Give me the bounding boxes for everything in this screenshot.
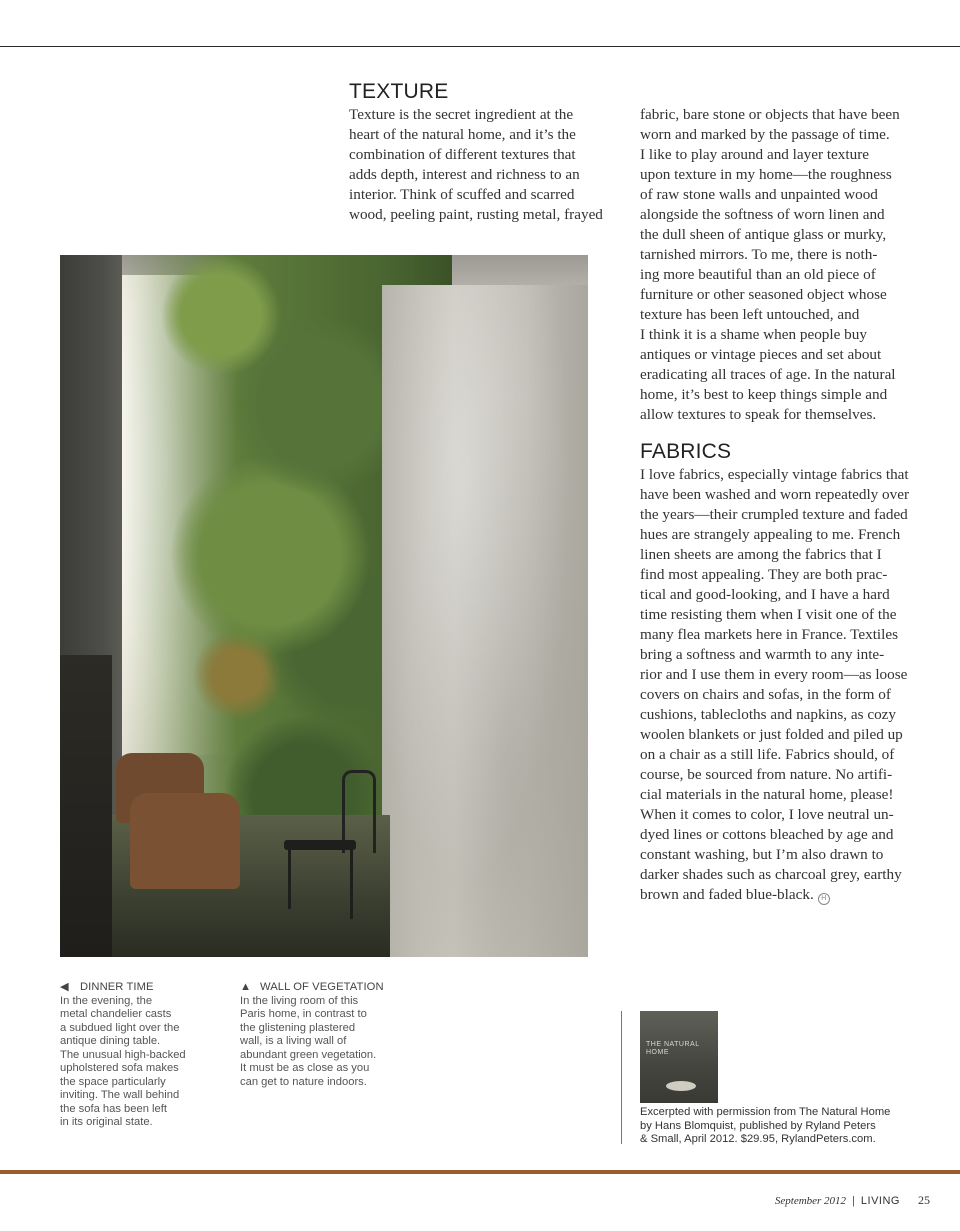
caption-line: abundant green vegetation. <box>240 1048 377 1061</box>
caption-title <box>60 981 186 995</box>
texture-column-2 <box>640 105 900 425</box>
text-line: cushions, tablecloths and napkins, as cozy <box>640 706 897 723</box>
texture-column-1 <box>349 105 603 225</box>
footer-separator: | <box>852 1195 855 1207</box>
credit-line: by Hans Blomquist, published by Ryland Peters <box>640 1119 876 1132</box>
text-line: dyed lines or cottons bleached by age and <box>640 826 894 843</box>
text-line: adds depth, interest and richness to an <box>349 166 580 183</box>
fabrics-heading: FABRICS <box>640 440 732 463</box>
caption-line: upholstered sofa makes <box>60 1062 179 1074</box>
caption-dinner-time <box>60 981 186 1130</box>
text-line: texture has been left untouched, and <box>640 306 860 323</box>
text-line: upon texture in my home—the roughness <box>640 166 892 183</box>
book-cover-object <box>666 1081 696 1091</box>
text-line: I like to play around and layer texture <box>640 146 869 163</box>
credit-divider <box>621 1011 622 1144</box>
credit-line: Excerpted with permission from The Natural Home <box>640 1106 891 1118</box>
caption-line: in its original state. <box>60 1116 153 1128</box>
caption-line: the glistening plastered <box>240 1021 356 1034</box>
page-footer <box>775 1193 930 1208</box>
text-line: course, be sourced from nature. No artifi- <box>640 766 893 783</box>
text-line: the dull sheen of antique glass or murky, <box>640 226 887 243</box>
text-line: When it comes to color, I love neutral un- <box>640 806 894 823</box>
issue-date: September 2012 <box>774 1195 847 1207</box>
caption-line: the space particularly <box>60 1075 166 1088</box>
text-line: home, it’s best to keep things simple and <box>640 386 888 403</box>
text-last: brown and faded blue-black. <box>640 886 814 903</box>
text-line: alongside the softness of worn linen and <box>640 206 885 223</box>
text-line: on a chair as a still life. Fabrics should, of <box>640 746 895 763</box>
text-line: find most appealing. They are both prac- <box>640 566 888 583</box>
section-name: LIVING <box>860 1195 900 1207</box>
text-line: covers on chairs and sofas, in the form of <box>640 686 891 703</box>
fabrics-column <box>640 465 909 905</box>
book-cover-title: THE NATURAL HOME <box>646 1041 700 1056</box>
text-line: darker shades such as charcoal grey, earthy <box>640 866 902 883</box>
end-of-article-icon: H <box>818 893 830 905</box>
caption-line: Paris home, in contrast to <box>240 1008 367 1020</box>
text-line: many flea markets here in France. Textiles <box>640 626 899 643</box>
text-line: interior. Think of scuffed and scarred <box>349 186 575 203</box>
caption-line: In the living room of this <box>240 994 359 1007</box>
text-line: combination of different textures that <box>349 146 576 163</box>
text-line: I think it is a shame when people buy <box>640 326 867 343</box>
caption-line: can get to nature indoors. <box>240 1075 367 1088</box>
arrow-up-icon: ▲ <box>240 981 252 993</box>
text-line: ing more beautiful than an old piece of <box>640 266 876 283</box>
text-line: wood, peeling paint, rusting metal, frayed <box>349 206 603 223</box>
text-line: rior and I use them in every room—as loose <box>640 666 908 683</box>
caption-line: The unusual high-backed <box>60 1048 186 1061</box>
text-line: tarnished mirrors. To me, there is noth- <box>640 246 878 263</box>
caption-line: metal chandelier casts <box>60 1008 172 1020</box>
text-line: I love fabrics, especially vintage fabrics that <box>640 466 909 483</box>
bottom-rule <box>0 1170 960 1174</box>
caption-title <box>240 981 384 995</box>
caption-wall-of-vegetation <box>240 981 384 1089</box>
text-line: time resisting them when I visit one of the <box>640 606 897 623</box>
text-line: fabric, bare stone or objects that have been <box>640 106 900 123</box>
photo-cabinet <box>60 655 112 957</box>
photo-chair-seat <box>284 840 356 850</box>
caption-line: antique dining table. <box>60 1035 161 1047</box>
text-line: antiques or vintage pieces and set about <box>640 346 882 363</box>
text-line: linen sheets are among the fabrics that I <box>640 546 882 563</box>
text-line: tical and good-looking, and I have a hard <box>640 586 890 603</box>
photo-plastered-wall <box>382 285 588 957</box>
caption-line: In the evening, the <box>60 994 153 1007</box>
text-line: heart of the natural home, and it’s the <box>349 126 576 143</box>
text-line: eradicating all traces of age. In the natural <box>640 366 896 383</box>
caption-title-text: WALL OF VEGETATION <box>260 981 384 993</box>
text-line: of raw stone walls and unpainted wood <box>640 186 878 203</box>
caption-line: a subdued light over the <box>60 1021 180 1034</box>
text-line: hues are strangely appealing to me. French <box>640 526 901 543</box>
text-line: cial materials in the natural home, please! <box>640 786 894 803</box>
photo-chair-leg <box>288 849 291 909</box>
text-line: constant washing, but I’m also drawn to <box>640 846 884 863</box>
caption-line: wall, is a living wall of <box>240 1035 347 1047</box>
text-line: woolen blankets or just folded and piled up <box>640 726 903 743</box>
living-wall-photo <box>60 255 588 957</box>
text-line: allow textures to speak for themselves. <box>640 406 877 423</box>
caption-line: inviting. The wall behind <box>60 1089 180 1101</box>
text-line: worn and marked by the passage of time. <box>640 126 890 143</box>
book-cover-image <box>640 1011 718 1103</box>
text-line: furniture or other seasoned object whose <box>640 286 887 303</box>
texture-heading: TEXTURE <box>349 80 449 103</box>
caption-line: the sofa has been left <box>60 1102 167 1115</box>
text-line: bring a softness and warmth to any inte- <box>640 646 885 663</box>
arrow-left-icon: ◀ <box>60 981 69 993</box>
text-line: have been washed and worn repeatedly over <box>640 486 910 503</box>
text-line: the years—their crumpled texture and faded <box>640 506 908 523</box>
top-rule <box>0 46 960 47</box>
credit-line: & Small, April 2012. $29.95, RylandPeters.com. <box>640 1133 876 1145</box>
page-number: 25 <box>918 1193 930 1207</box>
caption-line: It must be as close as you <box>240 1062 370 1074</box>
photo-chair-leg <box>350 849 353 919</box>
caption-title-text: DINNER TIME <box>80 981 154 993</box>
book-credit <box>640 1106 890 1147</box>
text-line-last <box>640 885 909 905</box>
photo-armchair <box>130 793 240 889</box>
text-line: Texture is the secret ingredient at the <box>349 106 574 123</box>
